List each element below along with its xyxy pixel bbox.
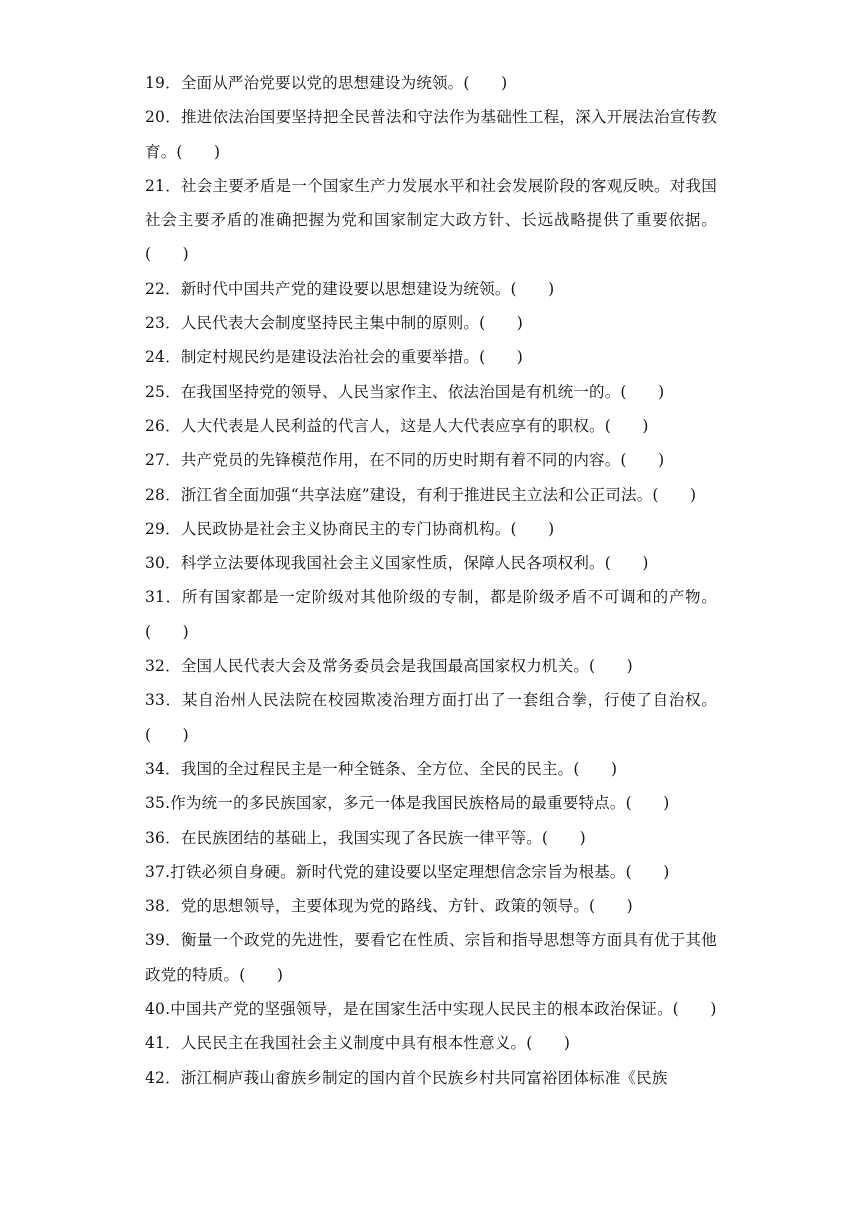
question-text: 打铁必须自身硬。新时代党的建设要以坚定理想信念宗旨为根基。( )	[170, 862, 670, 881]
question-text: 全国人民代表大会及常务委员会是我国最高国家权力机关。( )	[180, 657, 633, 676]
question-number: 30．	[145, 554, 181, 573]
question-text: 衡量一个政党的先进性，要看它在性质、宗旨和指导思想等方面具有优于其他政党的特质。( )	[145, 931, 717, 984]
question-number: 24．	[145, 348, 181, 367]
question-number: 23．	[145, 314, 181, 333]
question-number: 20．	[145, 108, 181, 127]
question-40	[145, 992, 717, 1026]
question-number: 26．	[145, 416, 181, 435]
question-number: 39．	[145, 931, 181, 950]
question-text: 党的思想领导，主要体现为党的路线、方针、政策的领导。( )	[180, 897, 633, 916]
question-text: 浙江桐庐莪山畲族乡制定的国内首个民族乡村共同富裕团体标准《民族	[180, 1068, 668, 1087]
question-19	[145, 66, 717, 100]
question-text: 制定村规民约是建设法治社会的重要举措。( )	[180, 348, 524, 367]
question-26	[145, 409, 717, 443]
question-text: 社会主要矛盾是一个国家生产力发展水平和社会发展阶段的客观反映。对我国社会主要矛盾的准确把握为党和国家制定大政方针、长远战略提供了重要依据。( )	[145, 176, 717, 264]
question-38	[145, 889, 717, 923]
question-21	[145, 169, 717, 272]
question-number: 19．	[145, 74, 181, 92]
question-25	[145, 375, 717, 409]
question-29	[145, 512, 717, 546]
question-number: 33．	[145, 691, 182, 710]
question-31	[145, 580, 717, 649]
question-33	[145, 683, 717, 752]
question-text: 人民政协是社会主义协商民主的专门协商机构。( )	[180, 519, 555, 538]
question-list	[145, 66, 717, 1095]
question-number: 31．	[145, 588, 182, 607]
question-text: 科学立法要体现我国社会主义国家性质，保障人民各项权利。( )	[180, 554, 649, 573]
question-text: 全面从严治党要以党的思想建设为统领。( )	[180, 74, 508, 92]
question-number: 25．	[145, 382, 181, 401]
question-42	[145, 1061, 717, 1095]
question-41	[145, 1026, 717, 1060]
question-number: 21．	[145, 176, 181, 195]
question-number: 34．	[145, 759, 181, 778]
question-text: 人大代表是人民利益的代言人，这是人大代表应享有的职权。( )	[180, 416, 649, 435]
question-number: 42．	[145, 1068, 181, 1087]
question-text: 所有国家都是一定阶级对其他阶级的专制，都是阶级矛盾不可调和的产物。( )	[145, 588, 717, 641]
question-number: 22．	[145, 279, 181, 298]
question-text: 中国共产党的坚强领导，是在国家生活中实现人民民主的根本政治保证。( )	[170, 1000, 717, 1019]
question-text: 在我国坚持党的领导、人民当家作主、依法治国是有机统一的。( )	[180, 382, 665, 401]
question-36	[145, 821, 717, 855]
question-text: 推进依法治国要坚持把全民普法和守法作为基础性工程，深入开展法治宣传教育。( )	[145, 108, 717, 161]
question-text: 在民族团结的基础上，我国实现了各民族一律平等。( )	[180, 828, 586, 847]
question-30	[145, 546, 717, 580]
question-number: 27．	[145, 451, 181, 470]
question-text: 浙江省全面加强“共享法庭”建设，有利于推进民主立法和公正司法。( )	[180, 485, 697, 504]
question-number: 41．	[145, 1034, 181, 1053]
question-text: 共产党员的先锋模范作用，在不同的历史时期有着不同的内容。( )	[180, 451, 665, 470]
question-text: 我国的全过程民主是一种全链条、全方位、全民的民主。( )	[180, 759, 618, 778]
question-34	[145, 752, 717, 786]
question-number: 40.	[145, 1000, 171, 1019]
question-39	[145, 923, 717, 992]
question-22	[145, 272, 717, 306]
question-35	[145, 786, 717, 820]
question-text: 人民代表大会制度坚持民主集中制的原则。( )	[180, 314, 524, 333]
question-number: 37.	[145, 862, 171, 881]
question-text: 新时代中国共产党的建设要以思想建设为统领。( )	[180, 279, 555, 298]
question-number: 32．	[145, 657, 181, 676]
question-text: 作为统一的多民族国家，多元一体是我国民族格局的最重要特点。( )	[170, 794, 670, 813]
question-28	[145, 478, 717, 512]
question-23	[145, 306, 717, 340]
question-27	[145, 443, 717, 477]
question-number: 29．	[145, 519, 181, 538]
question-32	[145, 649, 717, 683]
question-text: 某自治州人民法院在校园欺凌治理方面打出了一套组合拳，行使了自治权。( )	[145, 691, 717, 744]
question-37	[145, 855, 717, 889]
question-number: 35.	[145, 794, 171, 813]
question-24	[145, 340, 717, 374]
question-20	[145, 100, 717, 169]
question-text: 人民民主在我国社会主义制度中具有根本性意义。( )	[180, 1034, 571, 1053]
question-number: 36．	[145, 828, 181, 847]
question-number: 28．	[145, 485, 181, 504]
question-number: 38．	[145, 897, 181, 916]
